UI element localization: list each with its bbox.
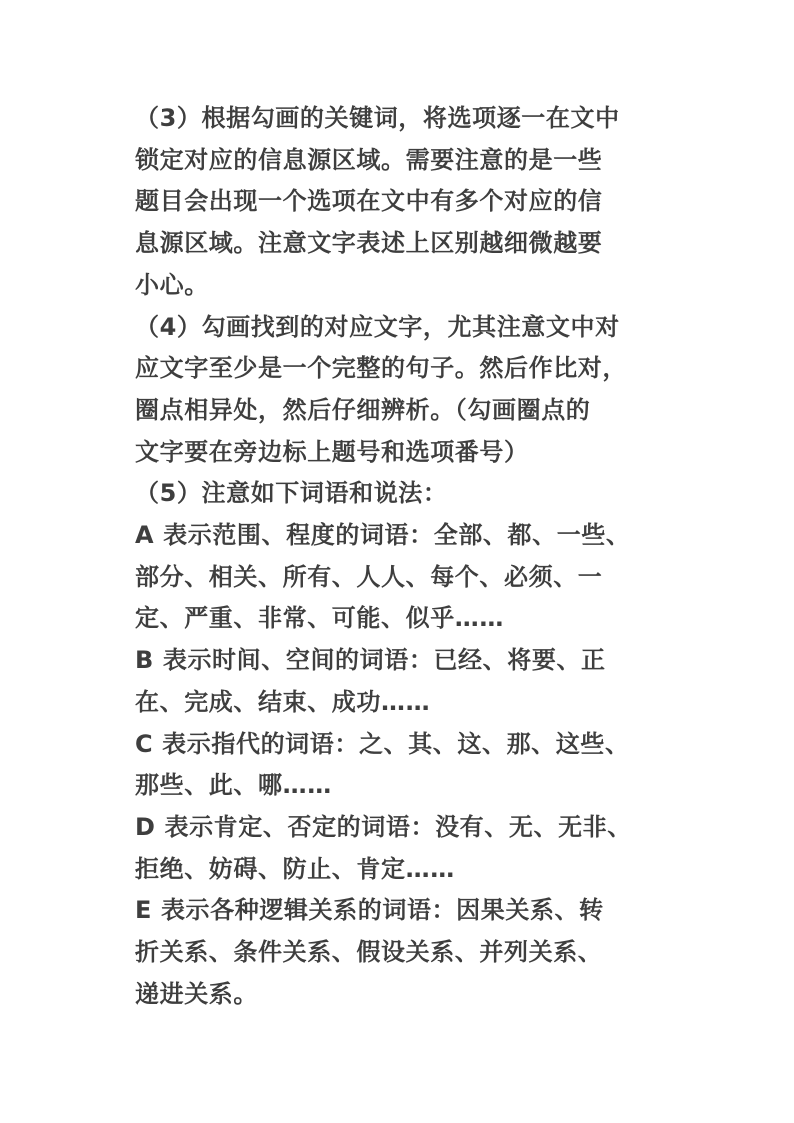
text-line: 题目会出现一个选项在文中有多个对应的信 bbox=[135, 187, 603, 216]
text-line: 在、完成、结束、成功…… bbox=[135, 687, 431, 716]
text-line: 定、严重、非常、可能、似乎…… bbox=[135, 604, 504, 633]
text-line: 圈点相异处，然后仔细辨析。（勾画圈点的 bbox=[135, 395, 591, 424]
text-line: 那些、此、哪…… bbox=[135, 771, 332, 800]
text-line: E 表示各种逻辑关系的词语：因果关系、转 bbox=[135, 896, 604, 925]
text-line: （5）注意如下词语和说法： bbox=[135, 479, 448, 508]
text-line: 锁定对应的信息源区域。需要注意的是一些 bbox=[135, 145, 603, 174]
text-line: C 表示指代的词语：之、其、这、那、这些、 bbox=[135, 729, 630, 758]
text-line: （4）勾画找到的对应文字，尤其注意文中对 bbox=[135, 312, 620, 341]
text-line: 应文字至少是一个完整的句子。然后作比对， bbox=[135, 354, 627, 383]
text-line: A 表示范围、程度的词语：全部、都、一些、 bbox=[135, 521, 631, 550]
text-line: D 表示肯定、否定的词语：没有、无、无非、 bbox=[135, 812, 632, 841]
text-line: 部分、相关、所有、人人、每个、必须、一 bbox=[135, 562, 603, 591]
text-line: 递进关系。 bbox=[135, 979, 258, 1008]
text-line: B 表示时间、空间的词语：已经、将要、正 bbox=[135, 646, 606, 675]
text-line: 拒绝、妨碍、防止、肯定…… bbox=[135, 854, 455, 883]
text-line: 小心。 bbox=[135, 270, 209, 299]
text-line: 折关系、条件关系、假设关系、并列关系、 bbox=[135, 938, 603, 967]
text-line: 息源区域。注意文字表述上区别越细微越要 bbox=[135, 229, 603, 258]
text-line: 文字要在旁边标上题号和选项番号） bbox=[135, 437, 529, 466]
text-line: （3）根据勾画的关键词，将选项逐一在文中 bbox=[135, 104, 620, 132]
